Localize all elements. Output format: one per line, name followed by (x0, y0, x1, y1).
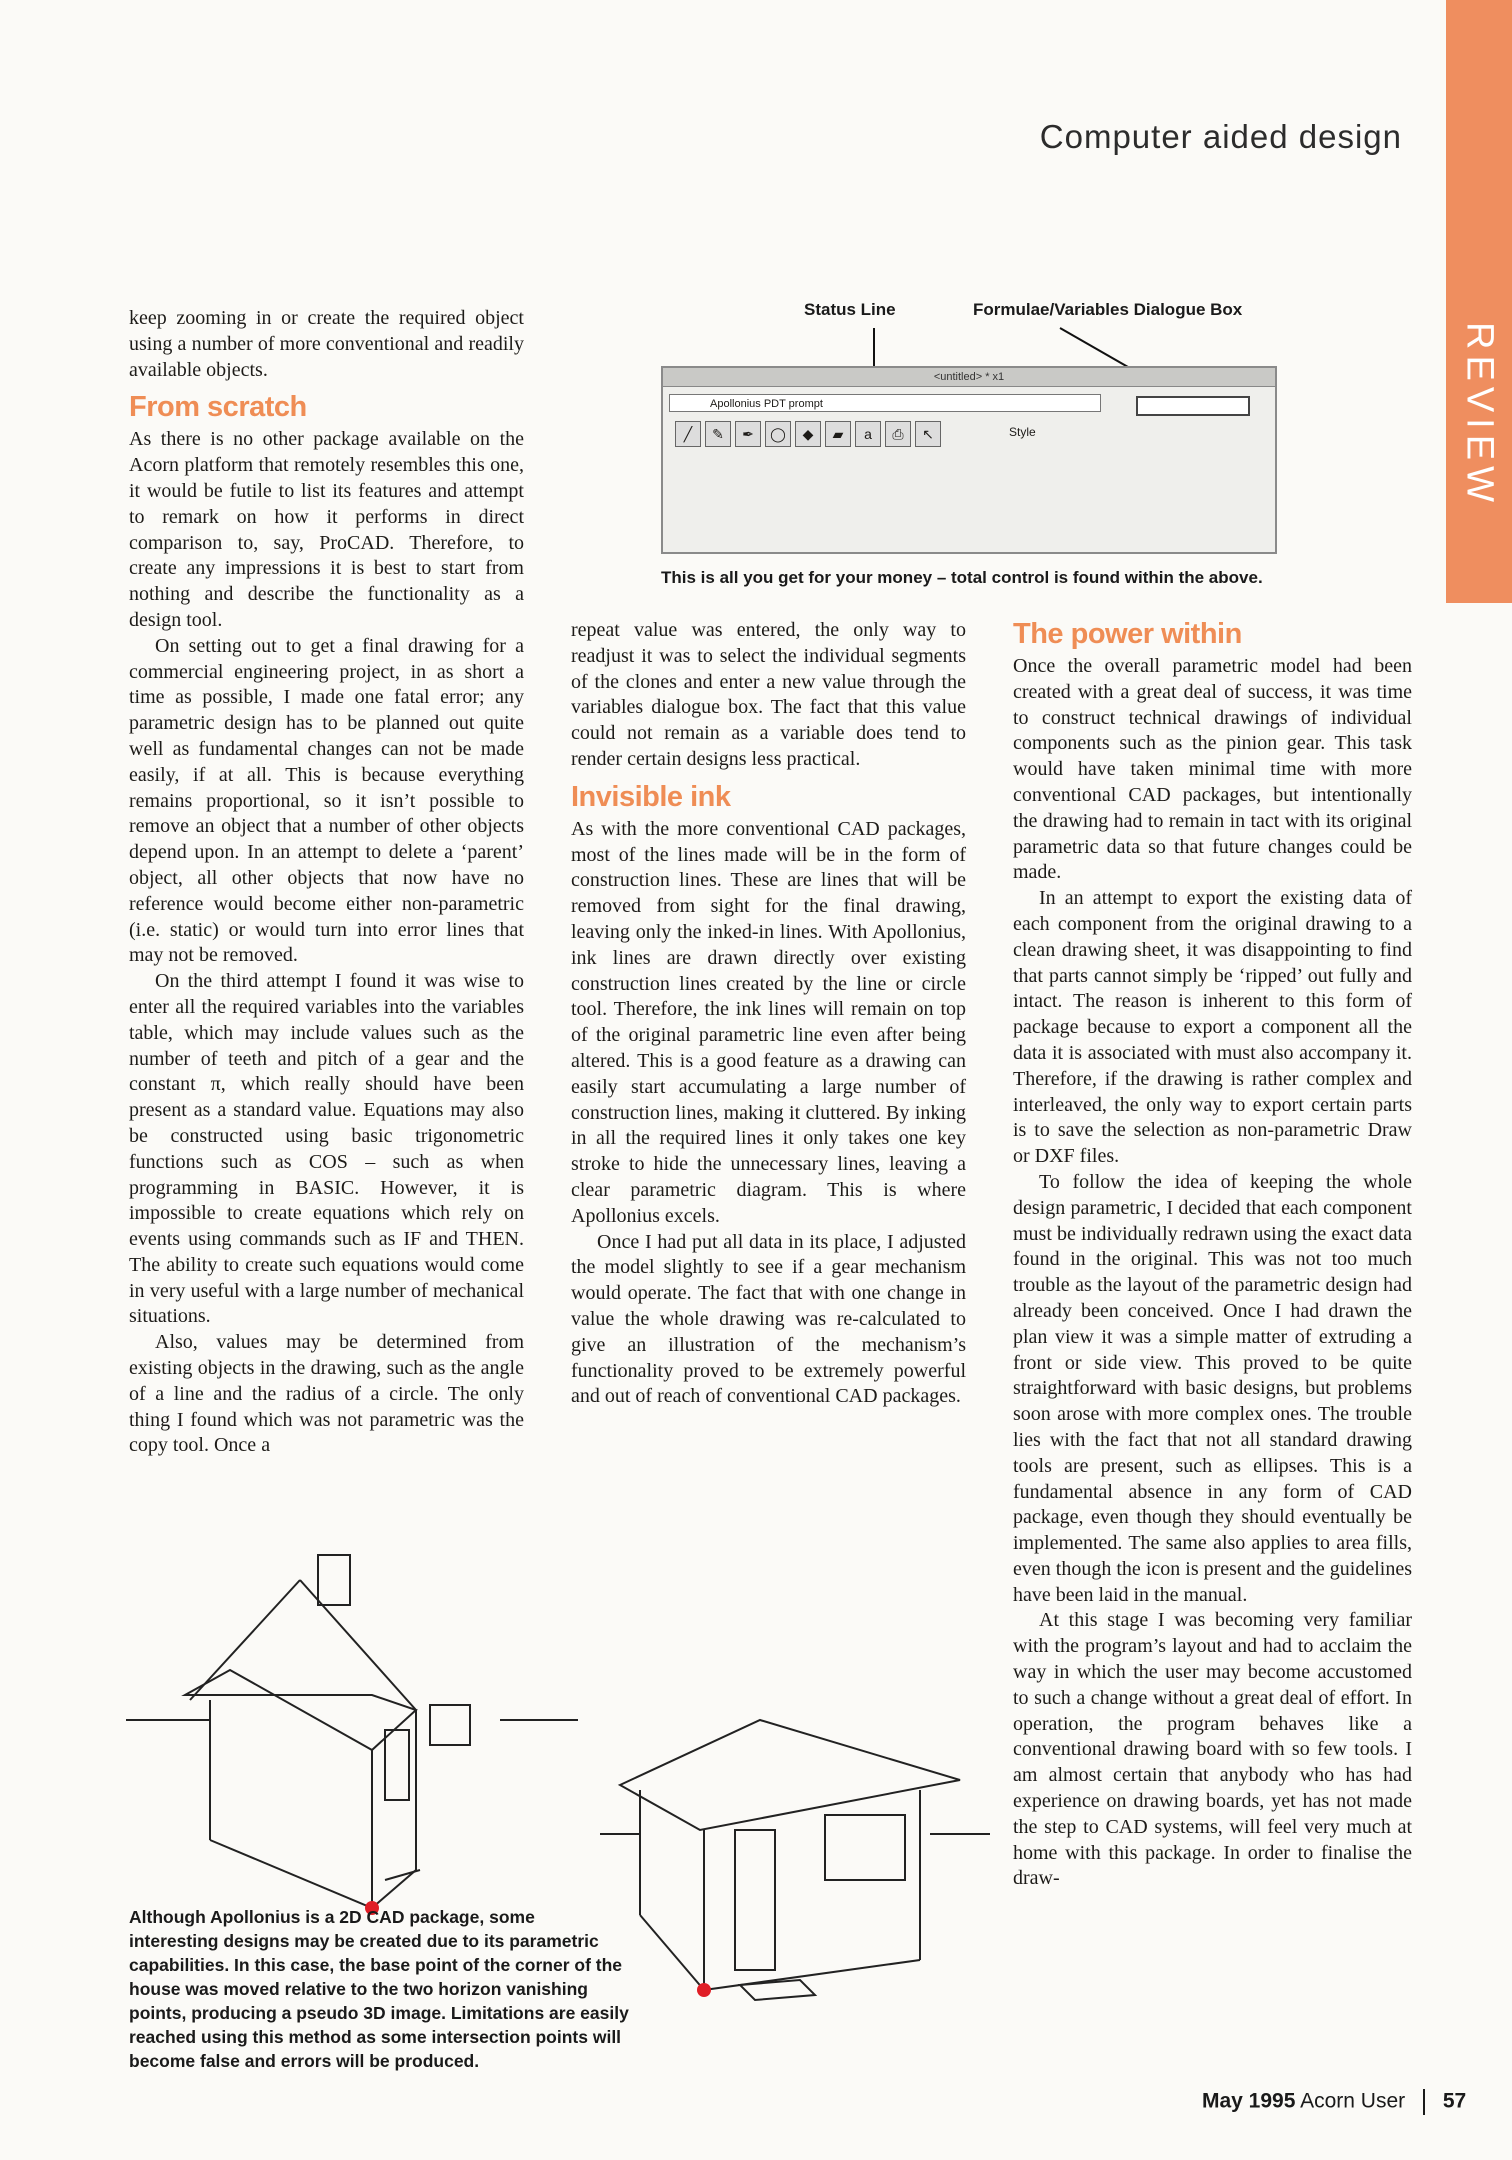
figure2-caption: Although Apollonius is a 2D CAD package, some interesting designs may be created due to its parametric capabilities. In this case, the base point of the corner of the house was moved relative to the two horizon vanishing points, producing a pseudo 3D image. Limitations are easily reached using this method as some intersection points will become false and errors will be produced. (129, 1907, 629, 2071)
cad-style-label: Style (1009, 425, 1036, 439)
paragraph: To follow the idea of keeping the whole design parametric, I decided that each component must be individually redrawn using the exact data found in the original. This was not too much trouble as the layout of the parametric design had already been conceived. Once I had drawn the plan view it was a simple matter of extruding a front or side view. This proved to be quite straightforward with basic designs, but problems soon arose with more complex ones. The trouble lies with the fact that not all standard drawing tools are present, such as ellipses. This is a fundamental absence in any form of CAD package, even though they should eventually be implemented. The same also applies to area fills, even though the icon is present and the guidelines have been laid in the manual. (1013, 1170, 1412, 1606)
status-line-label: Status Line (804, 300, 896, 319)
pencil-tool-icon[interactable]: ✎ (705, 421, 731, 447)
paragraph: keep zooming in or create the required object using a number of more conventional and readily available objects. (129, 307, 524, 381)
section-title: Computer aided design (1039, 118, 1402, 155)
paragraph: In an attempt to export the existing data of each component from the original drawing to a clean drawing sheet, it was disappointing to find that parts cannot simply be ‘ripped’ out fully and intact. The reason is inherent to this form of package because to export a component all the data it is associated with must also accompany it. Therefore, if the drawing is rather complex and interleaved, the only way to export certain parts is to save the selection as non-parametric Draw or DXF files. (1013, 887, 1412, 1168)
column-1 (129, 306, 524, 1459)
text-tool-icon[interactable]: a (855, 421, 881, 447)
brush-tool-icon[interactable]: ▰ (825, 421, 851, 447)
cad-status-line[interactable]: Apollonius PDT prompt (669, 394, 1101, 412)
line-tool-icon[interactable]: ╱ (675, 421, 701, 447)
paragraph: Also, values may be determined from existing objects in the drawing, such as the angle of a line and the radius of a circle. The only thing I found which was not parametric was the copy tool. Once a (129, 1331, 524, 1457)
cad-formula-box[interactable] (1136, 396, 1250, 416)
column-3 (1013, 618, 1412, 1892)
footer-divider (1423, 2089, 1425, 2115)
cad-window (661, 366, 1277, 554)
paragraph: On setting out to get a final drawing for a commercial engineering project, in as short a time as possible, I made one fatal error; any parametric design has to be planned out quite well as fundamental changes can not be made easily, if at all. This is because everything remains proportional, so it isn’t possible to remove an object that a number of other objects depend upon. In an attempt to delete a ‘parent’ object, all other objects that now have no reference would become either non-parametric (i.e. static) or would turn into error lines that may not be removed. (129, 634, 524, 967)
heading-invisible-ink: Invisible ink (571, 780, 731, 813)
pen-tool-icon[interactable]: ✒ (735, 421, 761, 447)
print-tool-icon[interactable]: ⎙ (885, 421, 911, 447)
fill-tool-icon[interactable]: ◆ (795, 421, 821, 447)
page-footer (1202, 2089, 1466, 2115)
paragraph: As there is no other package available on the Acorn platform that remotely resembles this one, it would be futile to list its features and attempt to remark on how it performs in direct comparison to, say, ProCAD. Therefore, to create any impressions it is best to start from nothing and describe the functionality as a design tool. (129, 428, 524, 631)
paragraph: Once I had put all data in its place, I adjusted the model slightly to see if a gear mechanism would operate. The fact that with one change in value the whole drawing was re-calculated to give an illustration of the mechanism’s functionality proved to be extremely powerful and out of reach of conventional CAD packages. (571, 1230, 966, 1408)
paragraph: repeat value was entered, the only way to readjust it was to select the individual segments of the clones and enter a new value through the variables dialogue box. The fact that this value could not remain as a variable does tend to render certain designs less practical. (571, 619, 966, 770)
figure1-caption: This is all you get for your money – total control is found within the above. (661, 568, 1263, 587)
footer-magazine: Acorn User (1300, 2089, 1406, 2113)
formulae-dialogue-label: Formulae/Variables Dialogue Box (973, 300, 1243, 319)
cad-window-title: <untitled> * x1 (663, 368, 1275, 387)
footer-page-number: 57 (1442, 2089, 1467, 2113)
review-tab-label: REVIEW (1458, 322, 1501, 508)
cad-toolbar (675, 421, 941, 447)
paragraph: On the third attempt I found it was wise to enter all the required variables into the variables table, which may include values such as the number of teeth and pitch of a gear and the constant π, which really should have been present as a standard value. Equations may also be constructed using basic trigonometric functions such as COS – such as when programming in BASIC. However, it is impossible to create equations which rely on events using commands such as IF and THEN. The ability to create such equations would come in very useful with a large number of mechanical situations. (129, 970, 524, 1328)
heading-from-scratch: From scratch (129, 391, 307, 424)
column-2 (571, 618, 966, 1410)
circle-tool-icon[interactable]: ◯ (765, 421, 791, 447)
paragraph: At this stage I was becoming very familiar with the program’s layout and had to acclaim the way in which the user may become accustomed to such a change without a great deal of effort. In operation, the program behaves like a conventional drawing board with so few tools. I am almost certain that anybody who has had experience on drawing boards, yet has not made the step to CAD systems, will feel very much at home with this package. In order to finalise the draw- (1013, 1609, 1412, 1890)
heading-power-within: The power within (1013, 618, 1242, 650)
footer-date: May 1995 (1202, 2089, 1296, 2113)
paragraph: As with the more conventional CAD packages, most of the lines made will be in the form of construction lines. These are lines that will be removed from sight for the final drawing, leaving only the inked-in lines. With Apollonius, ink lines are drawn directly over existing construction lines created by the line or circle tool. Therefore, the ink lines will remain on top of the original parametric line even after being altered. This is a good feature as a drawing can easily start accumulating a large number of construction lines, making it cluttered. By inking in all the required lines it only takes one key stroke to hide the unnecessary lines, leaving a clear parametric diagram. This is where Apollonius excels. (571, 817, 966, 1227)
select-tool-icon[interactable]: ↖ (915, 421, 941, 447)
paragraph: Once the overall parametric model had been created with a great deal of success, it was time to construct technical drawings of individual components such as the pinion gear. This task would have taken minimal time with more conventional CAD packages, but intentionally the drawing had to remain in tact with its original parametric data so that future changes could be made. (1013, 655, 1412, 884)
